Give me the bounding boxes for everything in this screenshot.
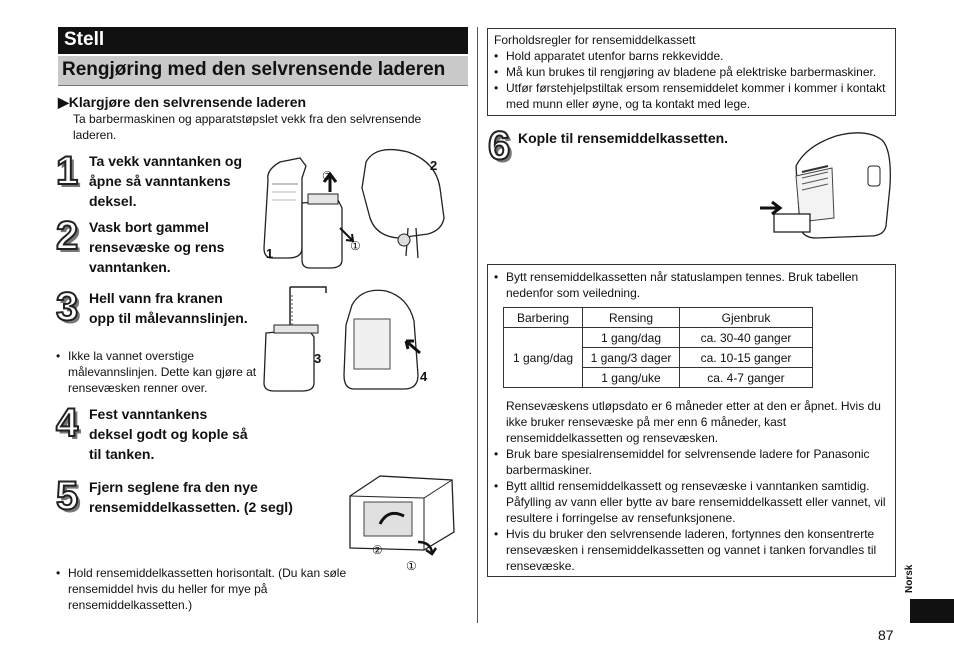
triangle-icon: ▶ (58, 94, 69, 110)
section-title: Stell (58, 27, 468, 54)
table-cell: ca. 30-40 ganger (680, 328, 813, 348)
precaution-item: • Hold apparatet utenfor barns rekkevidde. (494, 48, 889, 64)
step-number-5: 5 (56, 474, 79, 518)
column-divider (477, 27, 478, 623)
step-number-4: 4 (56, 401, 79, 445)
step-5-note: • Hold rensemiddelkassetten horisontalt. (Du kan søle rensemiddel hvis du heller for mye på rensemiddelkassetten.) (56, 565, 348, 613)
expiry-text: Rensevæskens utløpsdato er 6 måneder etter at den er åpnet. Hvis du ikke bruker rensevæske på mer enn 6 måneder, kast rensemiddelkassetten og rensevæsken. (506, 399, 881, 445)
info-box (487, 264, 896, 577)
precautions-box (487, 28, 896, 116)
figure-label-2: 2 (430, 158, 438, 173)
step-number-1: 1 (56, 149, 79, 193)
language-tab (910, 599, 954, 623)
table-cell: ca. 4-7 ganger (680, 368, 813, 388)
table-cell: 1 gang/uke (583, 368, 680, 388)
precautions-title: Forholdsregler for rensemiddelkassett (494, 33, 696, 47)
usage-table (503, 307, 813, 388)
step-number-6: 6 (488, 124, 511, 168)
table-header: Gjenbruk (680, 308, 813, 328)
info-bullet: • Bruk bare spesialrensemiddel for selvrensende ladere for Panasonic barbermaskiner. (494, 446, 889, 478)
prep-heading: ▶Klargjøre den selvrensende laderen (58, 94, 307, 110)
info-bullet: • Hvis du bruker den selvrensende laderen, fortynnes den konsentrerte rensevæsken i rensemiddelkassetten og vannet i tanken forvandles til rensevæske. (494, 526, 889, 574)
precaution-item: • Må kun brukes til rengjøring av bladene på elektriske barbermaskiner. (494, 64, 889, 80)
info-bullet: • Bytt alltid rensemiddelkassett og rensevæske i vanntanken samtidig. Påfylling av vann eller bytte av bare rensemiddelkassett eller vannet, vil resultere i forringelse av rensefunksjonene. (494, 478, 889, 526)
cartridge-illustration (344, 472, 464, 574)
figure-open-tank (258, 148, 458, 270)
figure-label-circle-1: ① (350, 239, 361, 253)
fill-illustration (258, 285, 458, 395)
figure-cartridge-seals (344, 472, 464, 574)
figure-label-circle-2b: ② (372, 543, 383, 557)
table-cell-shaving: 1 gang/dag (504, 328, 583, 388)
figure-label-circle-2: ② (322, 169, 333, 183)
charger-illustration (756, 126, 896, 246)
info-intro: • Bytt rensemiddelkassetten når statuslampen tennes. Bruk tabellen nedenfor som veiledning. (494, 269, 889, 301)
step-4-text: Fest vanntankens deksel godt og kople så til tanken. (89, 406, 248, 462)
language-tab-label: Norsk (904, 564, 915, 593)
figure-label-1: 1 (266, 246, 274, 261)
figure-label-4: 4 (420, 369, 428, 384)
table-cell: ca. 10-15 ganger (680, 348, 813, 368)
table-header: Rensing (583, 308, 680, 328)
figure-fill-water (258, 285, 458, 395)
step-3-text: Hell vann fra kranen opp til målevannslinjen. (89, 290, 248, 326)
step-3-note: • Ikke la vannet overstige målevannslinjen. Dette kan gjøre at rensevæsken renner over. (56, 348, 268, 396)
step-6-text: Kople til rensemiddelkassetten. (518, 130, 729, 146)
page-number: 87 (878, 627, 894, 643)
step-number-2: 2 (56, 214, 79, 258)
step-1-text: Ta vekk vanntanken og åpne så vanntankens deksel. (89, 153, 243, 209)
table-cell: 1 gang/3 dager (583, 348, 680, 368)
prep-text: Ta barbermaskinen og apparatstøpslet vekk fra den selvrensende laderen. (73, 112, 422, 142)
figure-label-3: 3 (314, 351, 322, 366)
figure-attach-cartridge (756, 126, 896, 246)
precaution-item: • Utfør førstehjelpstiltak ersom rensemiddelet kommer i kommer i kontakt med munn eller øyne, og ta kontakt med lege. (494, 80, 889, 112)
table-header-row (504, 308, 813, 328)
page-title: Rengjøring med den selvrensende laderen (58, 56, 468, 86)
step-number-3: 3 (56, 285, 79, 329)
table-header: Barbering (504, 308, 583, 328)
table-row (504, 328, 813, 348)
step-2-text: Vask bort gammel rensevæske og rens vanntanken. (89, 219, 225, 275)
figure-label-circle-1b: ① (406, 559, 417, 573)
step-5-text: Fjern seglene fra den nye rensemiddelkassetten. (2 segl) (89, 479, 293, 515)
table-cell: 1 gang/dag (583, 328, 680, 348)
